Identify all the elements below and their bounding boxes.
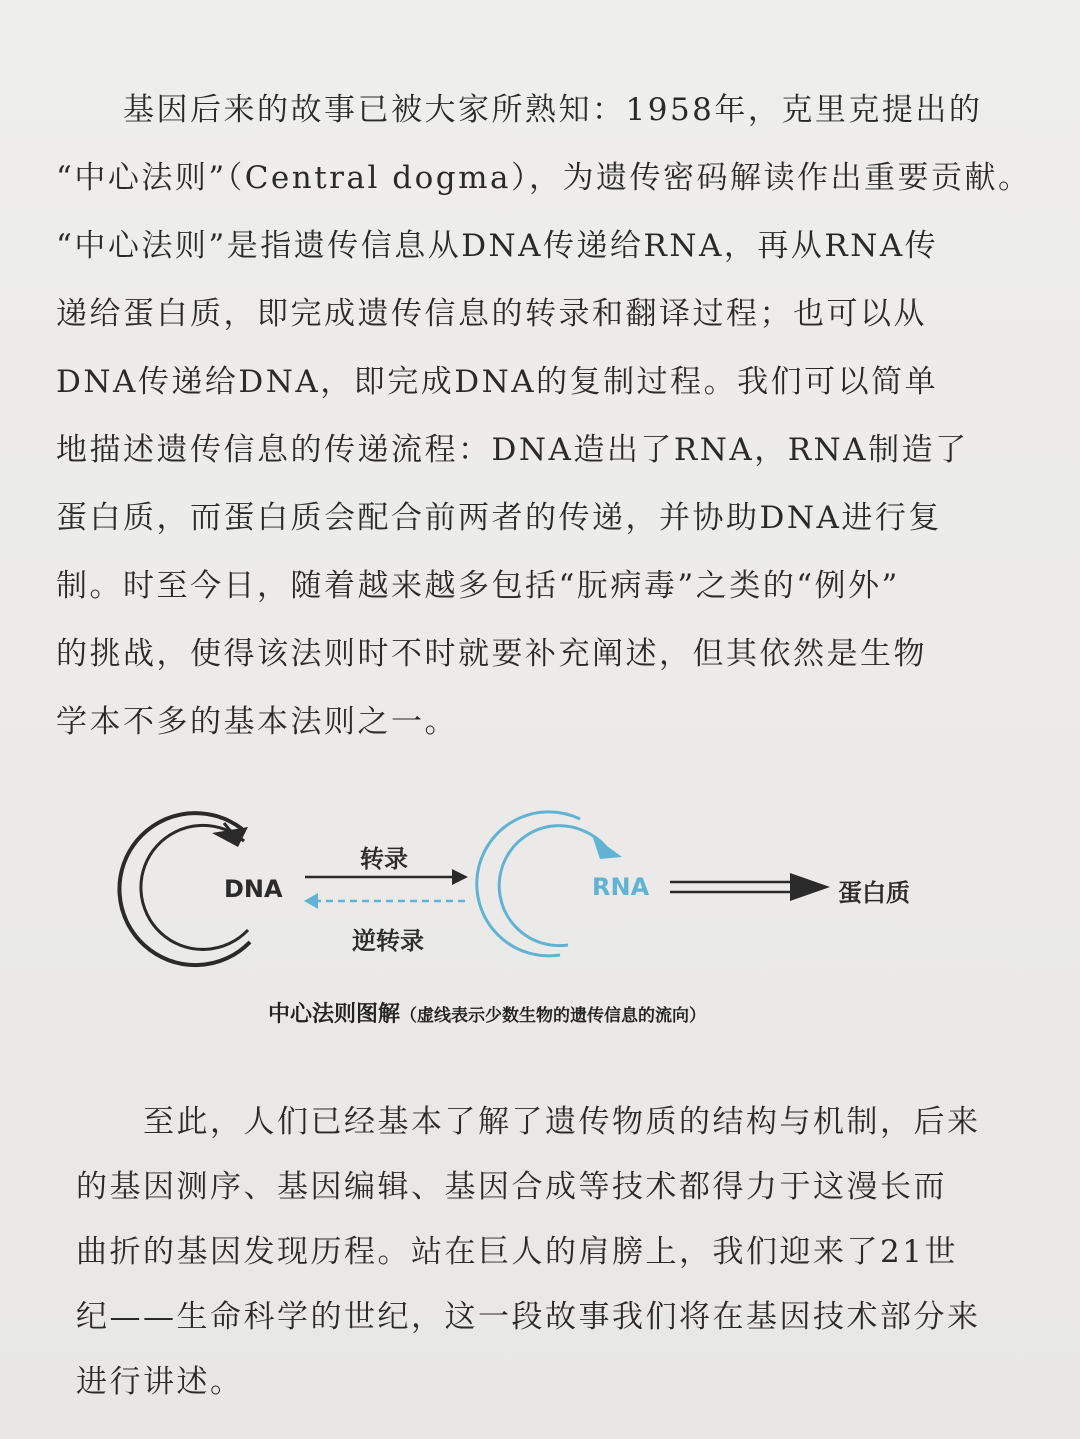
- text-line: DNA传递给DNA，即完成DNA的复制过程。我们可以简单: [56, 364, 939, 400]
- text-line: 纪——生命科学的世纪，这一段故事我们将在基因技术部分来: [76, 1299, 981, 1335]
- text-line: 蛋白质，而蛋白质会配合前两者的传递，并协助DNA进行复: [56, 500, 942, 536]
- reverse-transcription-label: 逆转录: [352, 927, 424, 955]
- transcription-label: 转录: [360, 845, 408, 873]
- caption-title: 中心法则图解: [268, 1002, 401, 1027]
- caption-note: （虚线表示少数生物的遗传信息的流向）: [400, 1006, 707, 1026]
- rna-cycle-arrowhead-icon: [592, 835, 622, 859]
- text-line: 的挑战，使得该法则时不时就要补充阐述，但其依然是生物: [56, 636, 927, 672]
- reverse-transcription-arrowhead-icon: [304, 893, 318, 909]
- translation-arrowhead-icon: [790, 873, 830, 901]
- central-dogma-diagram: [100, 805, 980, 975]
- text-line: 进行讲述。: [76, 1364, 244, 1400]
- text-line: “中心法则”（Central dogma），为遗传密码解读作出重要贡献。: [56, 160, 1032, 196]
- text-line: 曲折的基因发现历程。站在巨人的肩膀上，我们迎来了21世: [76, 1234, 958, 1270]
- protein-label: 蛋白质: [838, 879, 910, 907]
- translation-arrow-icon: [670, 882, 802, 892]
- diagram-caption: [268, 997, 706, 1028]
- dna-label: DNA: [224, 875, 283, 903]
- transcription-arrowhead-icon: [452, 869, 468, 885]
- paragraph-conclusion: [76, 1090, 996, 1415]
- text-line: 的基因测序、基因编辑、基因合成等技术都得力于这漫长而: [76, 1169, 947, 1205]
- paragraph-central-dogma: [56, 76, 1032, 756]
- text-line: 基因后来的故事已被大家所熟知：1958年，克里克提出的: [56, 92, 983, 128]
- dna-cycle-arrowhead-icon: [212, 827, 248, 847]
- text-line: 至此，人们已经基本了解了遗传物质的结构与机制，后来: [76, 1104, 981, 1140]
- rna-label: RNA: [592, 873, 650, 901]
- rna-cycle-icon: [477, 812, 606, 956]
- text-line: 制。时至今日，随着越来越多包括“朊病毒”之类的“例外”: [56, 568, 900, 604]
- text-line: 地描述遗传信息的传递流程：DNA造出了RNA，RNA制造了: [56, 432, 969, 468]
- text-line: 递给蛋白质，即完成遗传信息的转录和翻译过程；也可以从: [56, 296, 927, 332]
- text-line: “中心法则”是指遗传信息从DNA传递给RNA，再从RNA传: [56, 228, 939, 264]
- text-line: 学本不多的基本法则之一。: [56, 704, 458, 740]
